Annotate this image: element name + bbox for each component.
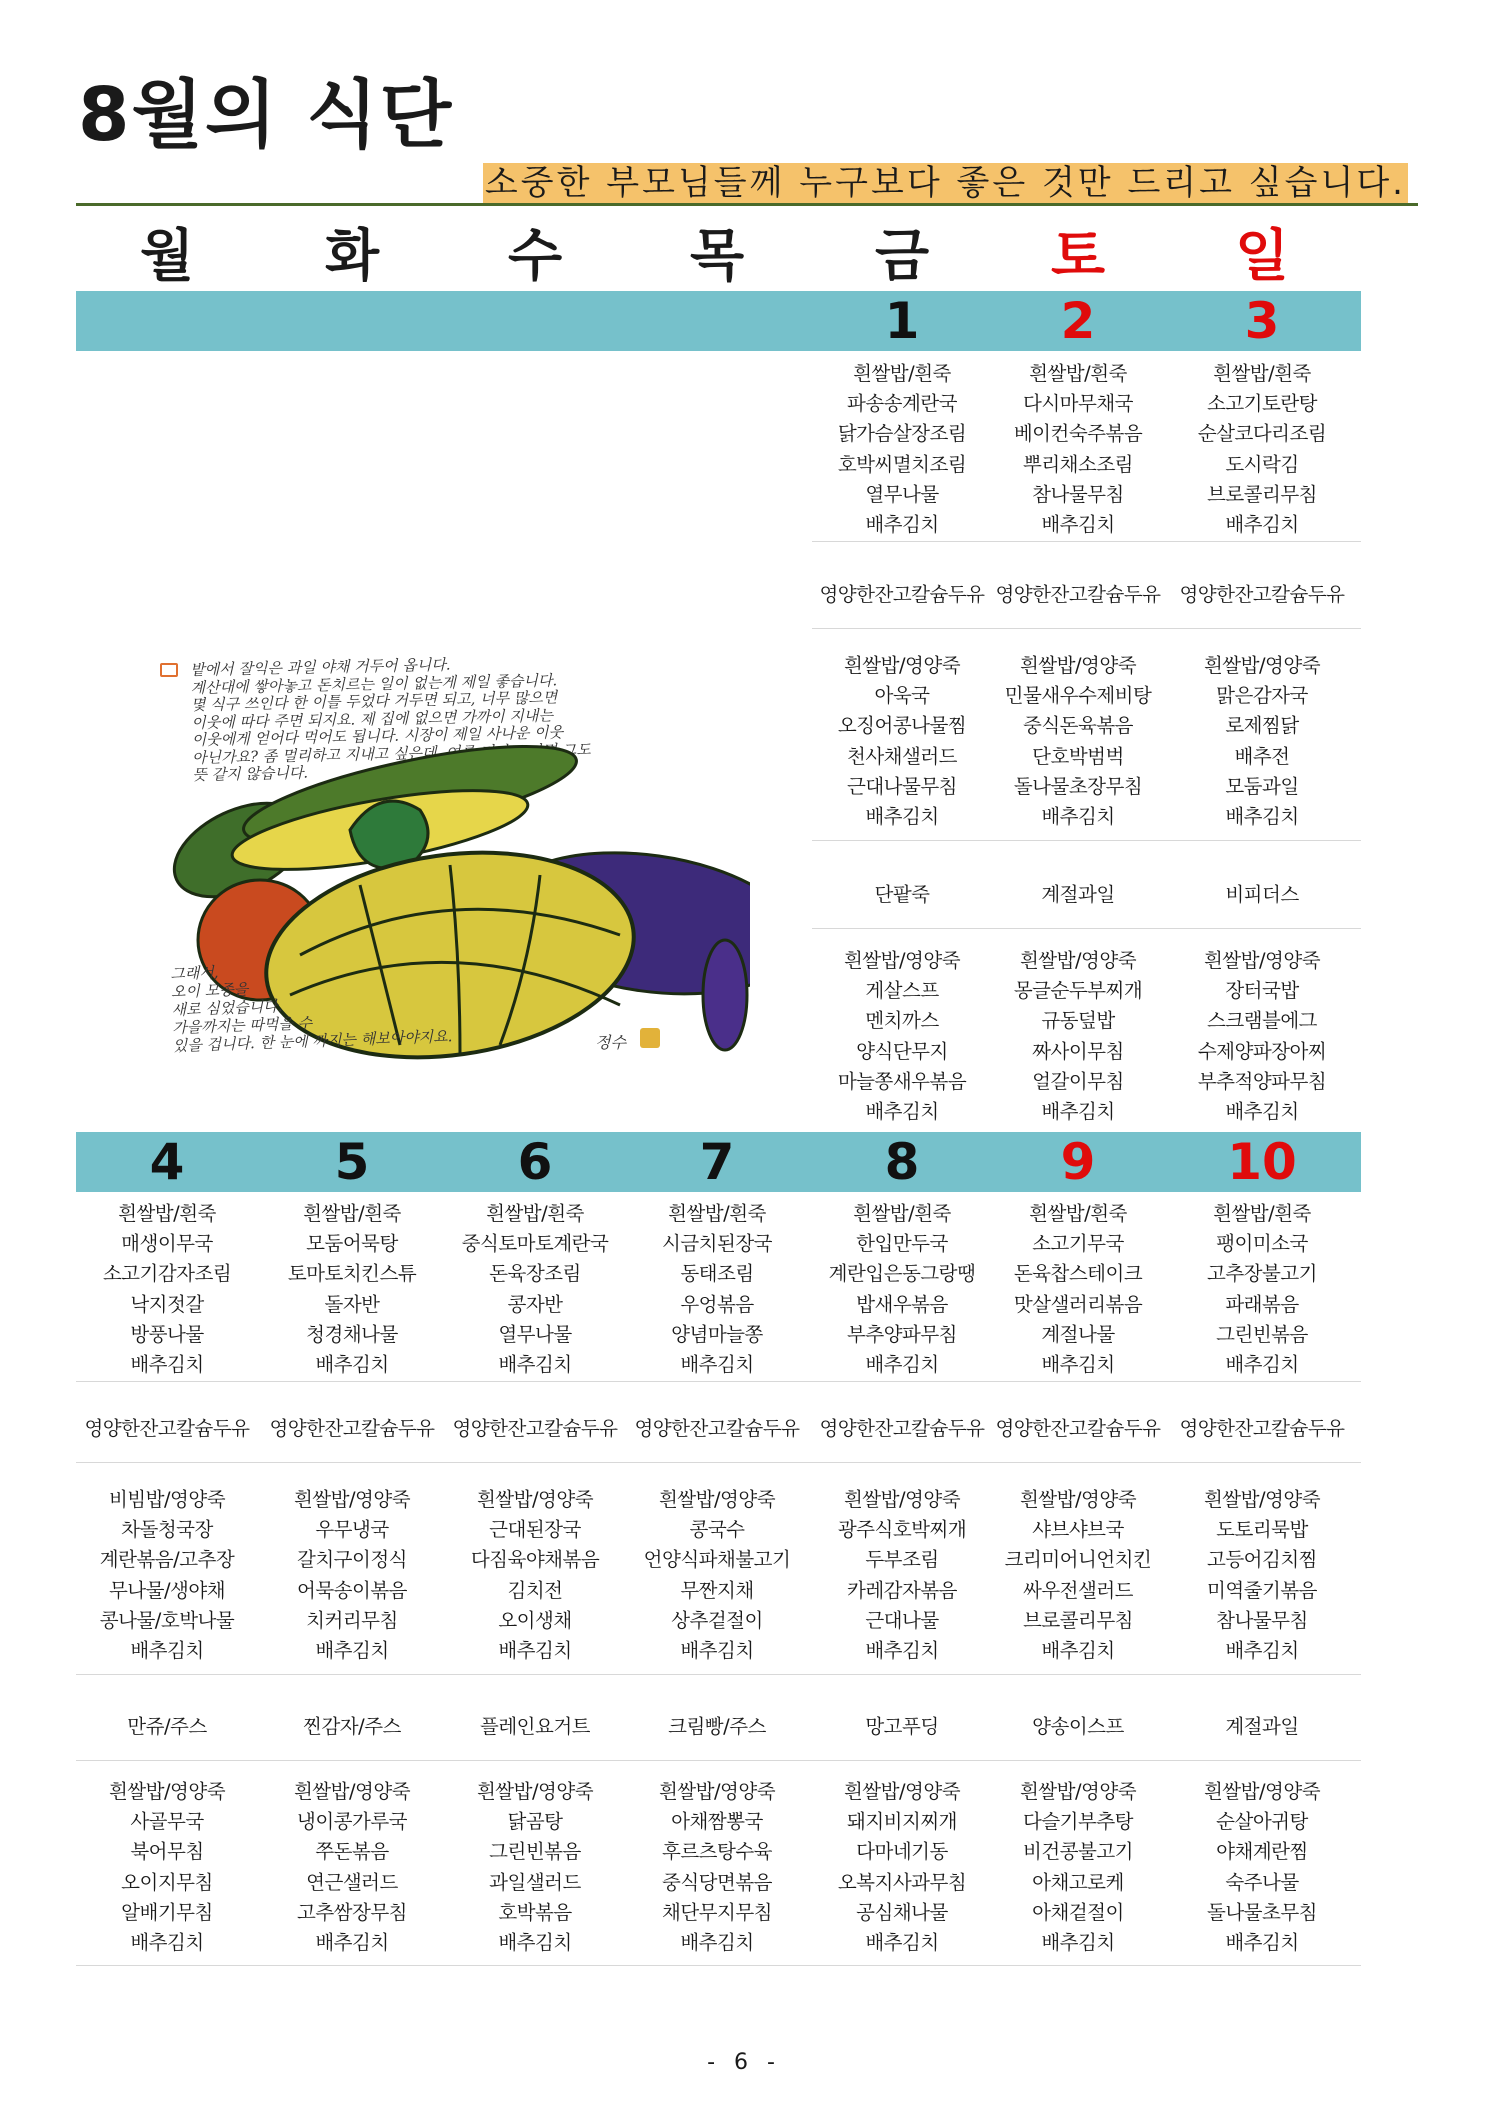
dinner-cell <box>990 1777 1166 1958</box>
menu-item: 소고기무국 <box>1032 1232 1124 1256</box>
drink-cell: 영양한잔고칼슘두유 <box>634 1417 800 1440</box>
menu-item: 배추김치 <box>1041 805 1115 829</box>
dow-mon: 월 <box>139 224 195 289</box>
lunch-cell <box>1174 1485 1350 1666</box>
menu-item: 배추김치 <box>130 1639 204 1663</box>
menu-item: 민물새우수제비탕 <box>1004 684 1152 708</box>
snack-cell: 계절과일 <box>1041 883 1115 906</box>
menu-item: 미역줄기볶음 <box>1206 1578 1318 1602</box>
menu-item: 배추김치 <box>315 1931 389 1955</box>
menu-item: 쭈돈볶음 <box>315 1840 389 1864</box>
breakfast-cell <box>629 1199 805 1380</box>
menu-item: 콩자반 <box>507 1292 563 1316</box>
date-8: 8 <box>884 1133 920 1191</box>
title-divider <box>76 203 1418 206</box>
dinner-cell <box>990 946 1166 1127</box>
date-1: 1 <box>884 292 920 350</box>
menu-item: 양식단무지 <box>856 1039 948 1063</box>
menu-item: 야채계란찜 <box>1216 1840 1308 1864</box>
drink-cell: 영양한잔고칼슘두유 <box>995 583 1161 606</box>
dow-thu: 목 <box>689 224 745 289</box>
menu-item: 다슬기부추탕 <box>1022 1810 1134 1834</box>
menu-item: 아욱국 <box>874 684 930 708</box>
breakfast-cell <box>990 1199 1166 1380</box>
menu-item: 샤브샤브국 <box>1032 1518 1124 1542</box>
menu-item: 그린빈볶음 <box>489 1840 581 1864</box>
menu-item: 짜사이무침 <box>1032 1039 1124 1063</box>
row-divider <box>76 1760 1361 1761</box>
menu-item: 매생이무국 <box>121 1232 213 1256</box>
page-title: 8월의 식단 <box>78 72 454 158</box>
menu-item: 부추적양파무침 <box>1197 1069 1327 1093</box>
menu-item: 호박씨멸치조림 <box>837 452 967 476</box>
dinner-cell <box>264 1777 440 1958</box>
menu-item: 우무냉국 <box>315 1518 389 1542</box>
menu-item: 갈치구이정식 <box>296 1548 408 1572</box>
menu-item: 흰쌀밥/흰죽 <box>1029 362 1127 385</box>
menu-item: 카레감자볶음 <box>846 1578 958 1602</box>
menu-item: 돌나물초장무침 <box>1013 774 1143 798</box>
date-3: 3 <box>1244 292 1280 350</box>
menu-item: 뿌리채소조림 <box>1022 452 1134 476</box>
menu-item: 아채겉절이 <box>1032 1900 1124 1924</box>
menu-item: 배추김치 <box>865 1353 939 1377</box>
snack-cell: 만쥬/주스 <box>127 1715 207 1738</box>
date-4: 4 <box>149 1133 185 1191</box>
menu-item: 계란볶음/고추장 <box>99 1548 235 1572</box>
menu-item: 치커리무침 <box>306 1608 398 1632</box>
dow-sun: 일 <box>1234 224 1290 289</box>
menu-item: 팽이미소국 <box>1216 1232 1308 1256</box>
lunch-cell <box>629 1485 805 1666</box>
menu-item: 닭가슴살장조림 <box>837 422 967 446</box>
menu-item: 배추김치 <box>498 1639 572 1663</box>
menu-item: 모둠과일 <box>1225 774 1299 798</box>
row-divider <box>76 1965 1361 1966</box>
menu-item: 오이지무침 <box>121 1870 213 1894</box>
menu-item: 알배기무침 <box>121 1900 213 1924</box>
menu-item: 흰쌀밥/영양죽 <box>658 1780 776 1803</box>
menu-item: 브로콜리무침 <box>1022 1608 1134 1632</box>
menu-item: 근대나물무침 <box>846 774 958 798</box>
snack-cell: 플레인요거트 <box>479 1715 591 1738</box>
dow-sat: 토 <box>1050 224 1106 289</box>
menu-item: 소고기토란탕 <box>1206 392 1318 416</box>
menu-item: 과일샐러드 <box>489 1870 581 1894</box>
snack-cell: 크림빵/주스 <box>668 1715 766 1738</box>
menu-item: 흰쌀밥/영양죽 <box>1203 1488 1321 1511</box>
lunch-cell <box>814 651 990 832</box>
menu-item: 어묵송이볶음 <box>296 1578 408 1602</box>
menu-item: 돈육장조림 <box>489 1262 581 1286</box>
menu-item: 흰쌀밥/흰죽 <box>668 1202 766 1225</box>
menu-item: 계절나물 <box>1041 1322 1115 1346</box>
menu-item: 배추전 <box>1234 744 1290 768</box>
drink-cell: 영양한잔고칼슘두유 <box>84 1417 250 1440</box>
menu-item: 배추김치 <box>680 1353 754 1377</box>
menu-item: 중식돈육볶음 <box>1022 714 1134 738</box>
menu-item: 파송송계란국 <box>846 392 958 416</box>
breakfast-cell <box>990 359 1166 540</box>
menu-item: 배추김치 <box>1041 1100 1115 1124</box>
menu-item: 흰쌀밥/영양죽 <box>293 1780 411 1803</box>
menu-item: 배추김치 <box>1041 1639 1115 1663</box>
drink-cell: 영양한잔고칼슘두유 <box>269 1417 435 1440</box>
row-divider <box>812 840 1361 841</box>
menu-item: 배추김치 <box>498 1931 572 1955</box>
drink-cell: 영양한잔고칼슘두유 <box>819 583 985 606</box>
menu-item: 천사채샐러드 <box>846 744 958 768</box>
menu-item: 부추양파무침 <box>846 1322 958 1346</box>
menu-item: 흰쌀밥/영양죽 <box>293 1488 411 1511</box>
dinner-cell <box>79 1777 255 1958</box>
menu-item: 숙주나물 <box>1225 1870 1299 1894</box>
menu-item: 상추겉절이 <box>671 1608 763 1632</box>
menu-item: 배추김치 <box>1041 513 1115 537</box>
snack-cell: 비피더스 <box>1225 883 1299 906</box>
menu-item: 다짐육야채볶음 <box>470 1548 600 1572</box>
lunch-cell <box>79 1485 255 1666</box>
snack-cell: 계절과일 <box>1225 1715 1299 1738</box>
menu-item: 도토리묵밥 <box>1216 1518 1308 1542</box>
menu-item: 마늘쫑새우볶음 <box>837 1069 967 1093</box>
menu-item: 동태조림 <box>680 1262 754 1286</box>
menu-item: 비건콩불고기 <box>1022 1840 1134 1864</box>
snack-cell: 양송이스프 <box>1032 1715 1124 1738</box>
menu-item: 수제양파장아찌 <box>1197 1039 1327 1063</box>
menu-item: 배추김치 <box>1225 513 1299 537</box>
page-subtitle <box>483 160 1408 204</box>
snack-cell: 단팥죽 <box>874 883 930 906</box>
menu-item: 배추김치 <box>130 1353 204 1377</box>
breakfast-cell <box>814 1199 990 1380</box>
menu-item: 사골무국 <box>130 1810 204 1834</box>
menu-item: 흰쌀밥/영양죽 <box>658 1488 776 1511</box>
menu-item: 흰쌀밥/영양죽 <box>1019 1488 1137 1511</box>
dinner-cell <box>814 1777 990 1958</box>
menu-item: 돌나물초무침 <box>1206 1900 1318 1924</box>
menu-item: 무나물/생야채 <box>108 1578 226 1602</box>
menu-item: 맑은감자국 <box>1216 684 1308 708</box>
menu-item: 흰쌀밥/영양죽 <box>1203 654 1321 677</box>
menu-item: 두부조림 <box>865 1548 939 1572</box>
menu-item: 흰쌀밥/영양죽 <box>1019 1780 1137 1803</box>
dow-wed: 수 <box>507 224 563 289</box>
menu-item: 언양식파채불고기 <box>643 1548 791 1572</box>
breakfast-cell <box>264 1199 440 1380</box>
menu-item: 흰쌀밥/흰죽 <box>486 1202 584 1225</box>
week1-date-band <box>76 291 1361 351</box>
menu-item: 오징어콩나물찜 <box>837 714 967 738</box>
menu-item: 아채짬뽕국 <box>671 1810 763 1834</box>
menu-item: 중식토마토계란국 <box>461 1232 609 1256</box>
menu-item: 청경채나물 <box>306 1322 398 1346</box>
drink-cell: 영양한잔고칼슘두유 <box>819 1417 985 1440</box>
date-10: 10 <box>1227 1133 1297 1191</box>
day-of-week-header <box>76 225 1361 289</box>
menu-item: 흰쌀밥/영양죽 <box>108 1780 226 1803</box>
date-7: 7 <box>699 1133 735 1191</box>
menu-item: 순살코다리조림 <box>1197 422 1327 446</box>
date-9: 9 <box>1060 1133 1096 1191</box>
menu-item: 닭곰탕 <box>507 1810 563 1834</box>
menu-item: 배추김치 <box>315 1639 389 1663</box>
menu-item: 참나물무침 <box>1032 482 1124 506</box>
snack-cell: 찐감자/주스 <box>303 1715 401 1738</box>
menu-item: 차돌청국장 <box>121 1518 213 1542</box>
menu-item: 우엉볶음 <box>680 1292 754 1316</box>
date-2: 2 <box>1060 292 1096 350</box>
menu-item: 흰쌀밥/영양죽 <box>476 1780 594 1803</box>
lunch-cell <box>447 1485 623 1666</box>
menu-item: 흰쌀밥/흰죽 <box>853 1202 951 1225</box>
menu-item: 베이컨숙주볶음 <box>1013 422 1143 446</box>
menu-item: 흰쌀밥/영양죽 <box>1203 1780 1321 1803</box>
menu-item: 배추김치 <box>498 1353 572 1377</box>
menu-item: 오복지사과무침 <box>837 1870 967 1894</box>
lunch-cell <box>814 1485 990 1666</box>
row-divider <box>812 541 1361 542</box>
menu-item: 멘치까스 <box>865 1009 939 1033</box>
breakfast-cell <box>1174 359 1350 540</box>
menu-item: 시금치된장국 <box>661 1232 773 1256</box>
menu-item: 콩나물/호박나물 <box>99 1608 235 1632</box>
menu-item: 파래볶음 <box>1225 1292 1299 1316</box>
menu-item: 맛살샐러리볶음 <box>1013 1292 1143 1316</box>
menu-item: 스크램블에그 <box>1206 1009 1318 1033</box>
menu-item: 근대나물 <box>865 1608 939 1632</box>
drink-cell: 영양한잔고칼슘두유 <box>995 1417 1161 1440</box>
menu-item: 북어무침 <box>130 1840 204 1864</box>
date-6: 6 <box>517 1133 553 1191</box>
menu-item: 배추김치 <box>680 1639 754 1663</box>
menu-item: 양념마늘쫑 <box>671 1322 763 1346</box>
breakfast-cell <box>1174 1199 1350 1380</box>
menu-item: 흰쌀밥/영양죽 <box>476 1488 594 1511</box>
menu-item: 모둠어묵탕 <box>306 1232 398 1256</box>
menu-item: 흰쌀밥/흰죽 <box>853 362 951 385</box>
drink-cell: 영양한잔고칼슘두유 <box>452 1417 618 1440</box>
menu-item: 배추김치 <box>1225 1353 1299 1377</box>
menu-item: 배추김치 <box>865 1100 939 1124</box>
menu-item: 호박볶음 <box>498 1900 572 1924</box>
menu-item: 흰쌀밥/영양죽 <box>843 1488 961 1511</box>
menu-item: 흰쌀밥/영양죽 <box>843 949 961 972</box>
page-number: - 6 - <box>707 2050 781 2075</box>
menu-item: 냉이콩가루국 <box>296 1810 408 1834</box>
dinner-cell <box>447 1777 623 1958</box>
menu-item: 배추김치 <box>1225 1639 1299 1663</box>
menu-item: 돌자반 <box>324 1292 380 1316</box>
menu-item: 근대된장국 <box>489 1518 581 1542</box>
menu-item: 김치전 <box>507 1578 563 1602</box>
menu-item: 크리미어니언치킨 <box>1004 1548 1152 1572</box>
illustration-note: 밭에서 잘익은 과일 야채 거두어 옵니다. 계산대에 쌓아놓고 돈치르는 일이 없는게 제일 좋습니다. 몇 식구 쓰인다 한 이틀 두었다 거두면 되고, 너무 많으면 이웃에 따다 주면 되지요. 제 집에 없으면 가까이 지내는 이웃에게 얻어다 먹어도 됩니다. 시장이 제일 사나운 이웃 아닌가요? 좀 멀리하고 지내고 싶은데, 여름 지나고 나면 그도 뜻 같지 않습니다. <box>189 655 591 784</box>
lunch-cell <box>990 1485 1166 1666</box>
menu-item: 게살스프 <box>865 979 939 1003</box>
dow-tue: 화 <box>324 224 380 289</box>
dow-fri: 금 <box>874 224 930 289</box>
row-divider <box>812 928 1361 929</box>
menu-item: 배추김치 <box>315 1353 389 1377</box>
menu-item: 로제찜닭 <box>1225 714 1299 738</box>
menu-item: 방풍나물 <box>130 1322 204 1346</box>
menu-item: 단호박범벅 <box>1032 744 1124 768</box>
lunch-cell <box>990 651 1166 832</box>
menu-item: 다마네기동 <box>856 1840 948 1864</box>
breakfast-cell <box>79 1199 255 1380</box>
menu-item: 한입만두국 <box>856 1232 948 1256</box>
menu-item: 무짠지채 <box>680 1578 754 1602</box>
breakfast-cell <box>814 359 990 540</box>
week2-date-band <box>76 1132 1361 1192</box>
row-divider <box>812 628 1361 629</box>
menu-item: 고추장불고기 <box>1206 1262 1318 1286</box>
row-divider <box>76 1462 1361 1463</box>
menu-item: 소고기감자조림 <box>102 1262 232 1286</box>
artist-signature: 정수 <box>595 1033 626 1052</box>
row-divider <box>76 1381 1361 1382</box>
date-5: 5 <box>334 1133 370 1191</box>
menu-item: 배추김치 <box>680 1931 754 1955</box>
dinner-cell <box>1174 946 1350 1127</box>
menu-item: 열무나물 <box>865 482 939 506</box>
illustration-note-2: 그래서, 오이 모종을 새로 심었습니다. 가을까지는 따먹을 수 있을 겁니다. 한 눈에 까지는 해보아야지요. <box>170 963 453 1055</box>
menu-item: 배추김치 <box>865 1639 939 1663</box>
menu-item: 배추김치 <box>1041 1931 1115 1955</box>
menu-item: 채단무지무침 <box>661 1900 773 1924</box>
menu-item: 흰쌀밥/흰죽 <box>1029 1202 1127 1225</box>
menu-item: 흰쌀밥/영양죽 <box>843 654 961 677</box>
menu-item: 흰쌀밥/영양죽 <box>1203 949 1321 972</box>
menu-item: 밥새우볶음 <box>856 1292 948 1316</box>
menu-item: 공심채나물 <box>856 1900 948 1924</box>
menu-item: 참나물무침 <box>1216 1608 1308 1632</box>
breakfast-cell <box>447 1199 623 1380</box>
lunch-cell <box>1174 651 1350 832</box>
menu-item: 중식당면볶음 <box>661 1870 773 1894</box>
menu-item: 그린빈볶음 <box>1216 1322 1308 1346</box>
menu-item: 고추쌈장무침 <box>296 1900 408 1924</box>
menu-item: 배추김치 <box>1041 1353 1115 1377</box>
menu-item: 도시락김 <box>1225 452 1299 476</box>
menu-item: 비빔밥/영양죽 <box>108 1488 226 1511</box>
menu-item: 흰쌀밥/영양죽 <box>843 1780 961 1803</box>
dinner-cell <box>629 1777 805 1958</box>
menu-item: 흰쌀밥/영양죽 <box>1019 949 1137 972</box>
menu-item: 광주식호박찌개 <box>837 1518 967 1542</box>
drink-cell: 영양한잔고칼슘두유 <box>1179 583 1345 606</box>
menu-item: 배추김치 <box>130 1931 204 1955</box>
menu-item: 장터국밥 <box>1225 979 1299 1003</box>
menu-item: 배추김치 <box>865 513 939 537</box>
menu-item: 브로콜리무침 <box>1206 482 1318 506</box>
menu-item: 돈육찹스테이크 <box>1013 1262 1143 1286</box>
menu-item: 얼갈이무침 <box>1032 1069 1124 1093</box>
menu-item: 흰쌀밥/흰죽 <box>1213 362 1311 385</box>
menu-item: 규동덮밥 <box>1041 1009 1115 1033</box>
menu-item: 연근샐러드 <box>306 1870 398 1894</box>
dinner-cell <box>1174 1777 1350 1958</box>
menu-item: 열무나물 <box>498 1322 572 1346</box>
menu-item: 토마토치킨스튜 <box>287 1262 417 1286</box>
menu-item: 다시마무채국 <box>1022 392 1134 416</box>
menu-item: 아채고로케 <box>1032 1870 1124 1894</box>
artist-seal <box>640 1028 660 1048</box>
menu-item: 후르츠탕수육 <box>661 1840 773 1864</box>
menu-item: 오이생채 <box>498 1608 572 1632</box>
menu-item: 돼지비지찌개 <box>846 1810 958 1834</box>
menu-item: 고등어김치찜 <box>1206 1548 1318 1572</box>
lunch-cell <box>264 1485 440 1666</box>
menu-item: 배추김치 <box>1225 805 1299 829</box>
menu-item: 낙지젓갈 <box>130 1292 204 1316</box>
menu-item: 흰쌀밥/흰죽 <box>1213 1202 1311 1225</box>
menu-item: 흰쌀밥/영양죽 <box>1019 654 1137 677</box>
menu-item: 싸우전샐러드 <box>1022 1578 1134 1602</box>
menu-item: 흰쌀밥/흰죽 <box>118 1202 216 1225</box>
menu-item: 배추김치 <box>1225 1931 1299 1955</box>
menu-item: 흰쌀밥/흰죽 <box>303 1202 401 1225</box>
menu-item: 배추김치 <box>1225 1100 1299 1124</box>
drink-cell: 영양한잔고칼슘두유 <box>1179 1417 1345 1440</box>
snack-cell: 망고푸딩 <box>865 1715 939 1738</box>
menu-item: 배추김치 <box>865 1931 939 1955</box>
menu-item: 몽글순두부찌개 <box>1013 979 1143 1003</box>
row-divider <box>76 1674 1361 1675</box>
subtitle-text: 소중한 부모님들께 누구보다 좋은 것만 드리고 싶습니다. <box>484 163 1406 203</box>
menu-item: 순살아귀탕 <box>1216 1810 1308 1834</box>
dinner-cell <box>814 946 990 1127</box>
menu-item: 콩국수 <box>689 1518 745 1542</box>
menu-item: 계란입은동그랑땡 <box>828 1262 976 1286</box>
menu-item: 배추김치 <box>865 805 939 829</box>
